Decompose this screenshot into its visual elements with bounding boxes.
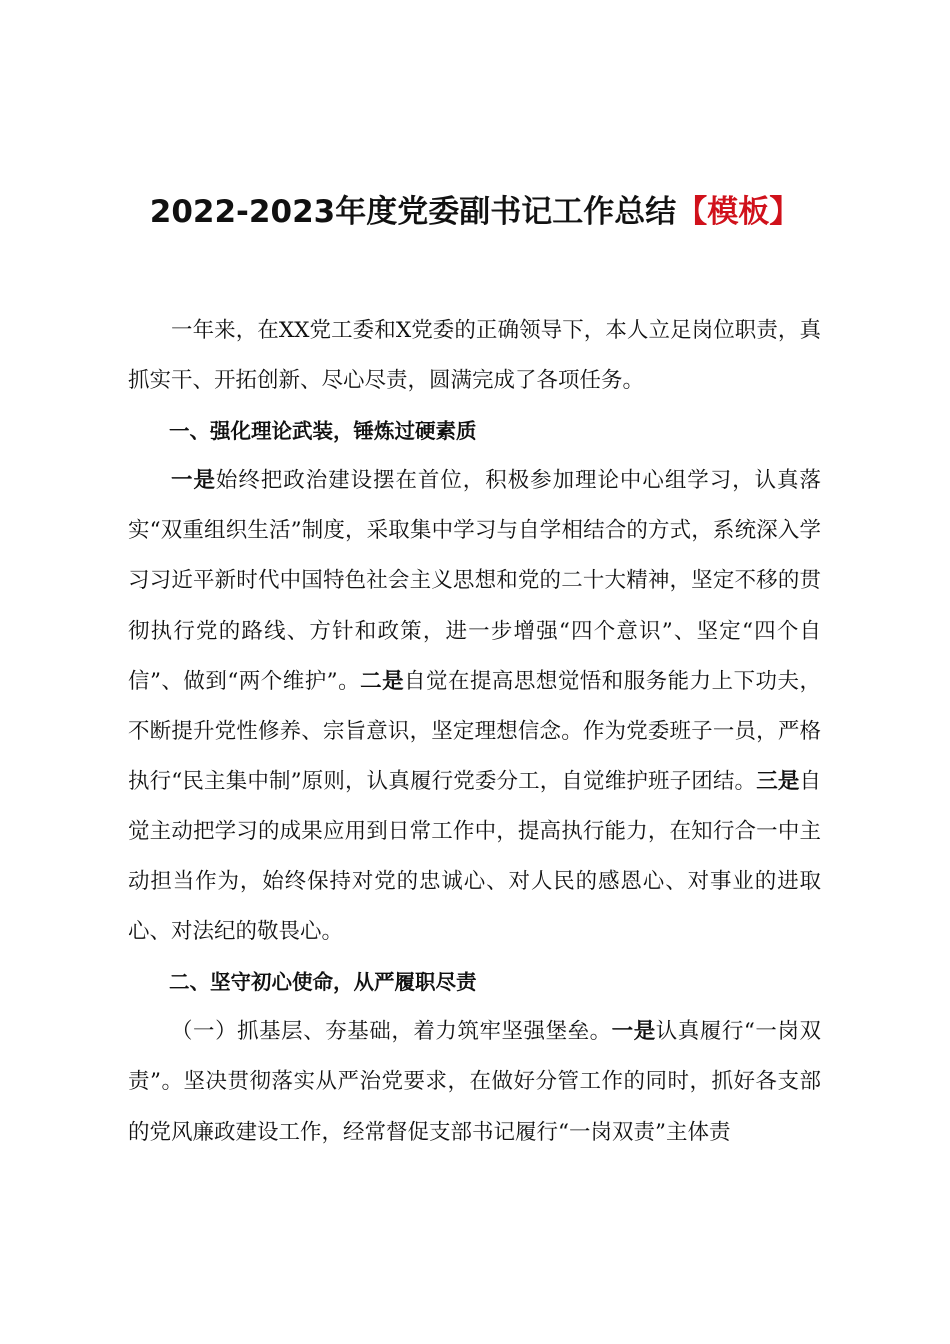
- title-template-tag: 【模板】: [676, 193, 801, 230]
- point-lead-1: 一是: [171, 468, 216, 494]
- point-text-2: 自觉在提高思想觉悟和服务能力上下功夫，不断提升党性修养、宗旨意识，坚定理想信念。作为党委班子一员，严格执行“民主集中制”原则，认真履行党委分工，自觉维护班子团结。: [128, 668, 821, 794]
- subsection-1-text-1: 认真履行“一岗双责”。坚决贯彻落实从严治党要求，在做好分管工作的同时，抓好各支部的党风廉政建设工作，经常督促支部书记履行“一岗双责”主体责: [128, 1019, 821, 1145]
- document-body: [128, 306, 821, 1158]
- section-2-heading: 二、坚守初心使命，从严履职尽责: [169, 970, 477, 995]
- intro-paragraph: 一年来，在XX党工委和X党委的正确领导下，本人立足岗位职责，真抓实干、开拓创新、尽心尽责，圆满完成了各项任务。: [128, 318, 821, 394]
- subsection-1-title: （一）抓基层、夯基础，着力筑牢坚强堡垒。: [171, 1019, 612, 1045]
- point-lead-2: 二是: [360, 668, 405, 694]
- section-1-paragraph: [128, 456, 821, 957]
- point-lead-3: 三是: [756, 768, 800, 794]
- title-main: 2022-2023年度党委副书记工作总结: [149, 193, 677, 230]
- point-text-3: 自觉主动把学习的成果应用到日常工作中，提高执行能力，在知行合一中主动担当作为，始终保持对党的忠诚心、对人民的感恩心、对事业的进取心、对法纪的敬畏心。: [128, 768, 821, 945]
- section-2-subsection-1: [128, 1007, 821, 1157]
- section-1-heading: 一、强化理论武装，锤炼过硬素质: [169, 419, 477, 444]
- document-title: [0, 187, 950, 237]
- subsection-1-lead-1: 一是: [611, 1019, 656, 1045]
- point-text-1: 始终把政治建设摆在首位，积极参加理论中心组学习，认真落实“双重组织生活”制度，采取集中学习与自学相结合的方式，系统深入学习习近平新时代中国特色社会主义思想和党的二十大精神，坚定不移的贯彻执行党的路线、方针和政策，进一步增强“四个意识”、坚定“四个自信”、做到“两个维护”。: [128, 468, 821, 694]
